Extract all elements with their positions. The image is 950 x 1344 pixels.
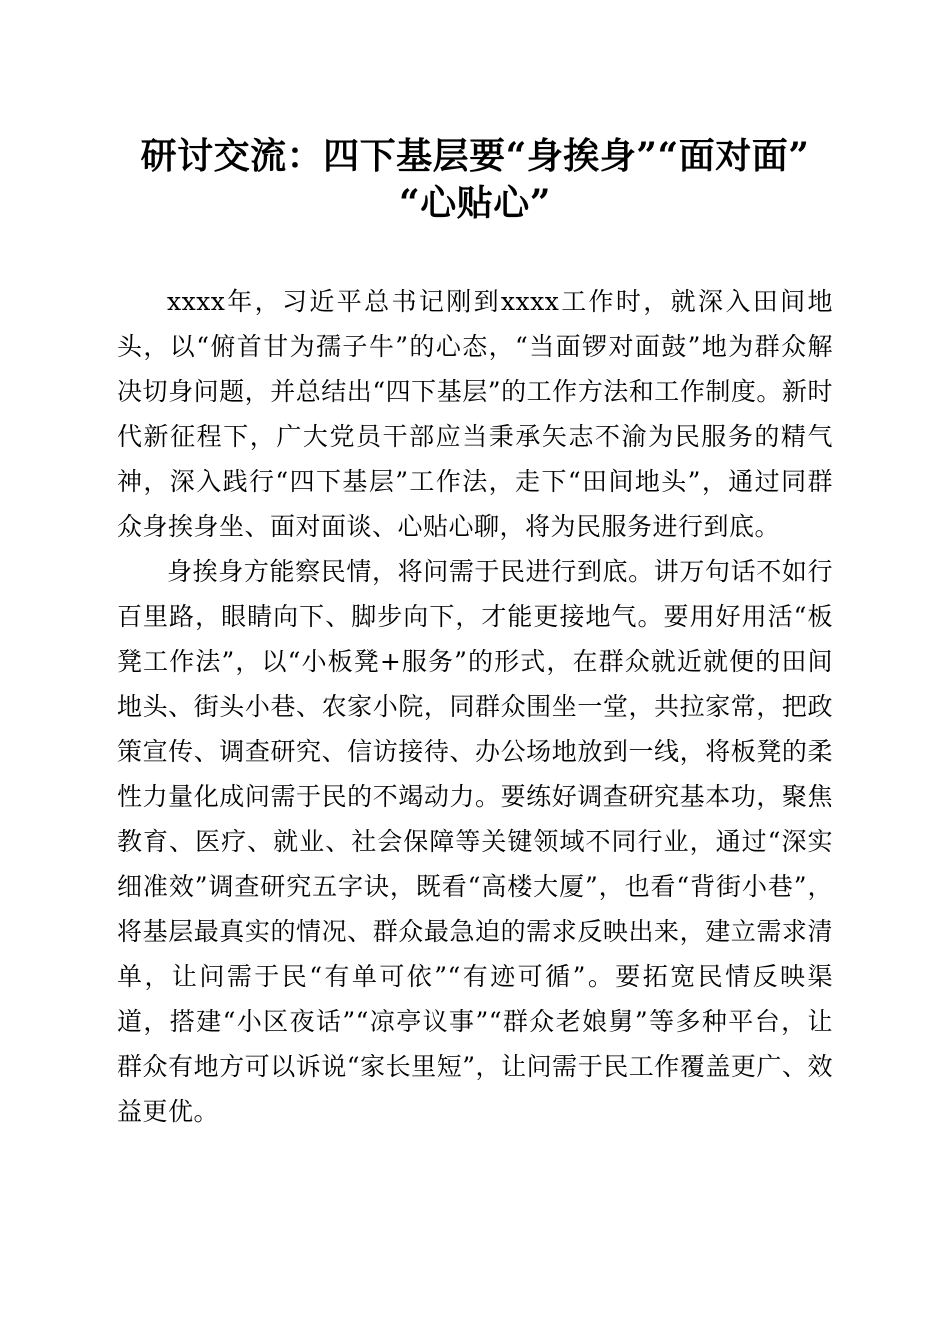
document-title: 研讨交流：四下基层要“身挨身”“面对面”“心贴心” [140,135,810,224]
body-paragraph: 身挨身方能察民情，将问需于民进行到底。讲万句话不如行百里路，眼睛向下、脚步向下，才能更接地气。要用好用活“板凳工作法”，以“小板凳+服务”的形式，在群众就近就便的田间地头、街头小巷、农家小院，同群众围坐一堂，共拉家常，把政策宣传、调查研究、信访接待、办公场地放到一线，将板凳的柔性力量化成问需于民的不竭动力。要练好调查研究基本功，聚焦教育、医疗、就业、社会保障等关键领域不同行业，通过“深实细准效”调查研究五字诀，既看“高楼大厦”，也看“背街小巷”，将基层最真实的情况、群众最急迫的需求反映出来，建立需求清单，让问需于民“有单可依”“有迹可循”。要拓宽民情反映渠道，搭建“小区夜话”“凉亭议事”“群众老娘舅”等多种平台，让群众有地方可以诉说“家长里短”，让问需于民工作覆盖更广、效益更优。 [117,557,833,1126]
document-body [117,279,833,1134]
body-paragraph: xxxx年，习近平总书记刚到xxxx工作时，就深入田间地头，以“俯首甘为孺子牛”的心态，“当面锣对面鼓”地为群众解决切身问题，并总结出“四下基层”的工作方法和工作制度。新时代新征程下，广大党员干部应当秉承矢志不渝为民服务的精气神，深入践行“四下基层”工作法，走下“田间地头”，通过同群众身挨身坐、面对面谈、心贴心聊，将为民服务进行到底。 [117,287,833,541]
